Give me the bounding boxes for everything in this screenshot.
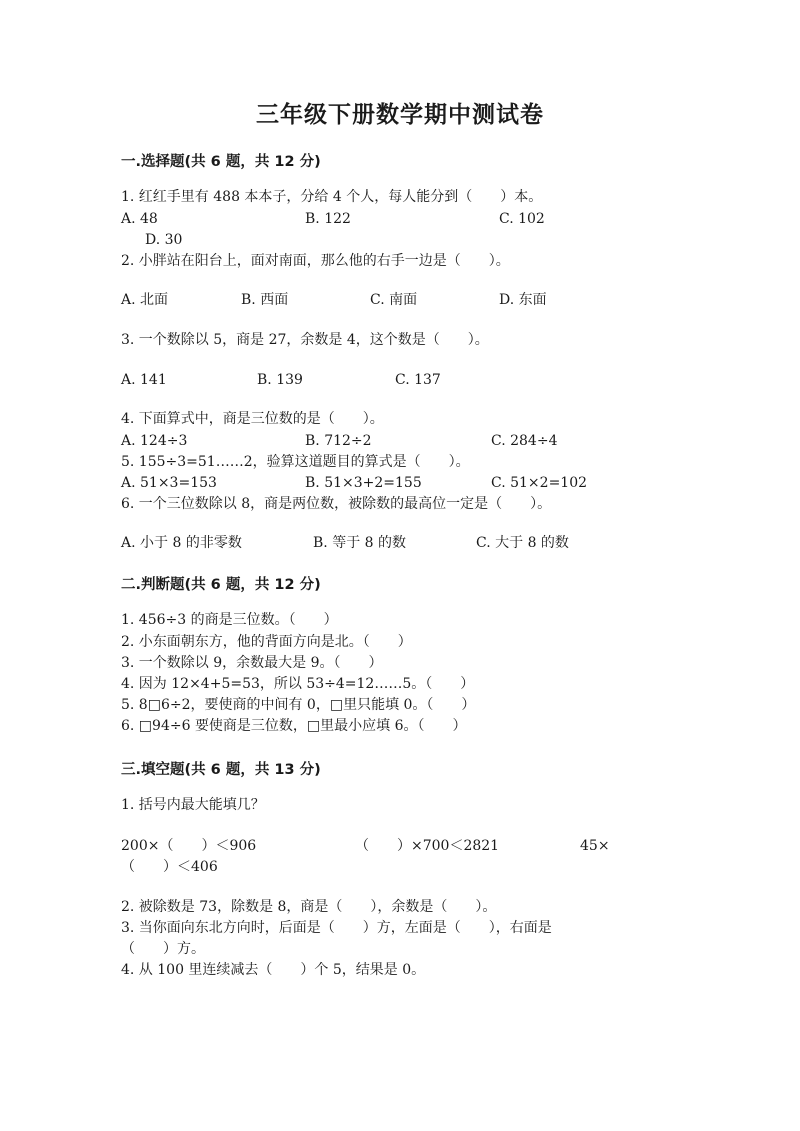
option-d[interactable]: D. 东面 xyxy=(499,292,547,308)
option-c[interactable]: C. 南面 xyxy=(370,292,418,308)
fill-in-item: 45× xyxy=(580,838,610,854)
question-stem: 1. 红红手里有 488 本本子，分给 4 个人，每人能分到（ ）本。 xyxy=(121,189,543,205)
option-b[interactable]: B. 51×3+2=155 xyxy=(305,475,422,491)
option-c[interactable]: C. 284÷4 xyxy=(491,433,558,449)
question-stem-continued: （ ）方。 xyxy=(121,941,205,957)
question-stem: 5. 155÷3=51……2，验算这道题目的算式是（ ）。 xyxy=(121,454,470,470)
judgement-item: 3. 一个数除以 9，余数最大是 9。（ ） xyxy=(121,655,383,671)
judgement-item: 6. □94÷6 要使商是三位数，□里最小应填 6。（ ） xyxy=(121,718,467,734)
judgement-item: 4. 因为 12×4+5=53，所以 53÷4=12……5。（ ） xyxy=(121,676,475,692)
page-title: 三年级下册数学期中测试卷 xyxy=(256,101,544,128)
section-heading-judgement: 二.判断题(共 6 题，共 12 分) xyxy=(121,577,321,593)
option-b[interactable]: B. 139 xyxy=(257,372,303,388)
option-c[interactable]: C. 51×2=102 xyxy=(491,475,588,491)
option-d[interactable]: D. 30 xyxy=(145,232,183,248)
option-a[interactable]: A. 124÷3 xyxy=(121,433,188,449)
option-a[interactable]: A. 北面 xyxy=(121,292,169,308)
question-stem: 3. 一个数除以 5，商是 27，余数是 4，这个数是（ ）。 xyxy=(121,332,489,348)
question-stem: 1. 括号内最大能填几？ xyxy=(121,797,265,813)
judgement-item: 1. 456÷3 的商是三位数。（ ） xyxy=(121,612,338,628)
option-a[interactable]: A. 48 xyxy=(121,211,158,227)
option-b[interactable]: B. 712÷2 xyxy=(305,433,372,449)
option-b[interactable]: B. 西面 xyxy=(241,292,289,308)
judgement-item: 2. 小东面朝东方，他的背面方向是北。（ ） xyxy=(121,634,412,650)
section-heading-fill-in: 三.填空题(共 6 题，共 13 分) xyxy=(121,762,321,778)
section-heading-choice: 一.选择题(共 6 题，共 12 分) xyxy=(121,154,321,170)
fill-in-item: 200×（ ）＜906 xyxy=(121,838,257,854)
question-stem: 2. 小胖站在阳台上，面对南面，那么他的右手一边是（ ）。 xyxy=(121,253,510,269)
option-a[interactable]: A. 小于 8 的非零数 xyxy=(121,535,242,551)
option-b[interactable]: B. 等于 8 的数 xyxy=(313,535,406,551)
option-c[interactable]: C. 大于 8 的数 xyxy=(476,535,569,551)
question-stem: 4. 从 100 里连续减去（ ）个 5，结果是 0。 xyxy=(121,962,426,978)
question-stem: 3. 当你面向东北方向时，后面是（ ）方，左面是（ ），右面是 xyxy=(121,920,552,936)
option-c[interactable]: C. 102 xyxy=(499,211,545,227)
option-b[interactable]: B. 122 xyxy=(305,211,351,227)
option-a[interactable]: A. 141 xyxy=(121,372,167,388)
question-stem: 2. 被除数是 73，除数是 8，商是（ ），余数是（ ）。 xyxy=(121,899,497,915)
fill-in-item: （ ）×700＜2821 xyxy=(355,838,500,854)
judgement-item: 5. 8□6÷2，要使商的中间有 0，□里只能填 0。（ ） xyxy=(121,697,476,713)
question-stem: 4. 下面算式中，商是三位数的是（ ）。 xyxy=(121,411,384,427)
fill-in-item: （ ）＜406 xyxy=(121,859,218,875)
question-stem: 6. 一个三位数除以 8，商是两位数，被除数的最高位一定是（ ）。 xyxy=(121,496,552,512)
option-c[interactable]: C. 137 xyxy=(395,372,441,388)
option-a[interactable]: A. 51×3=153 xyxy=(121,475,217,491)
